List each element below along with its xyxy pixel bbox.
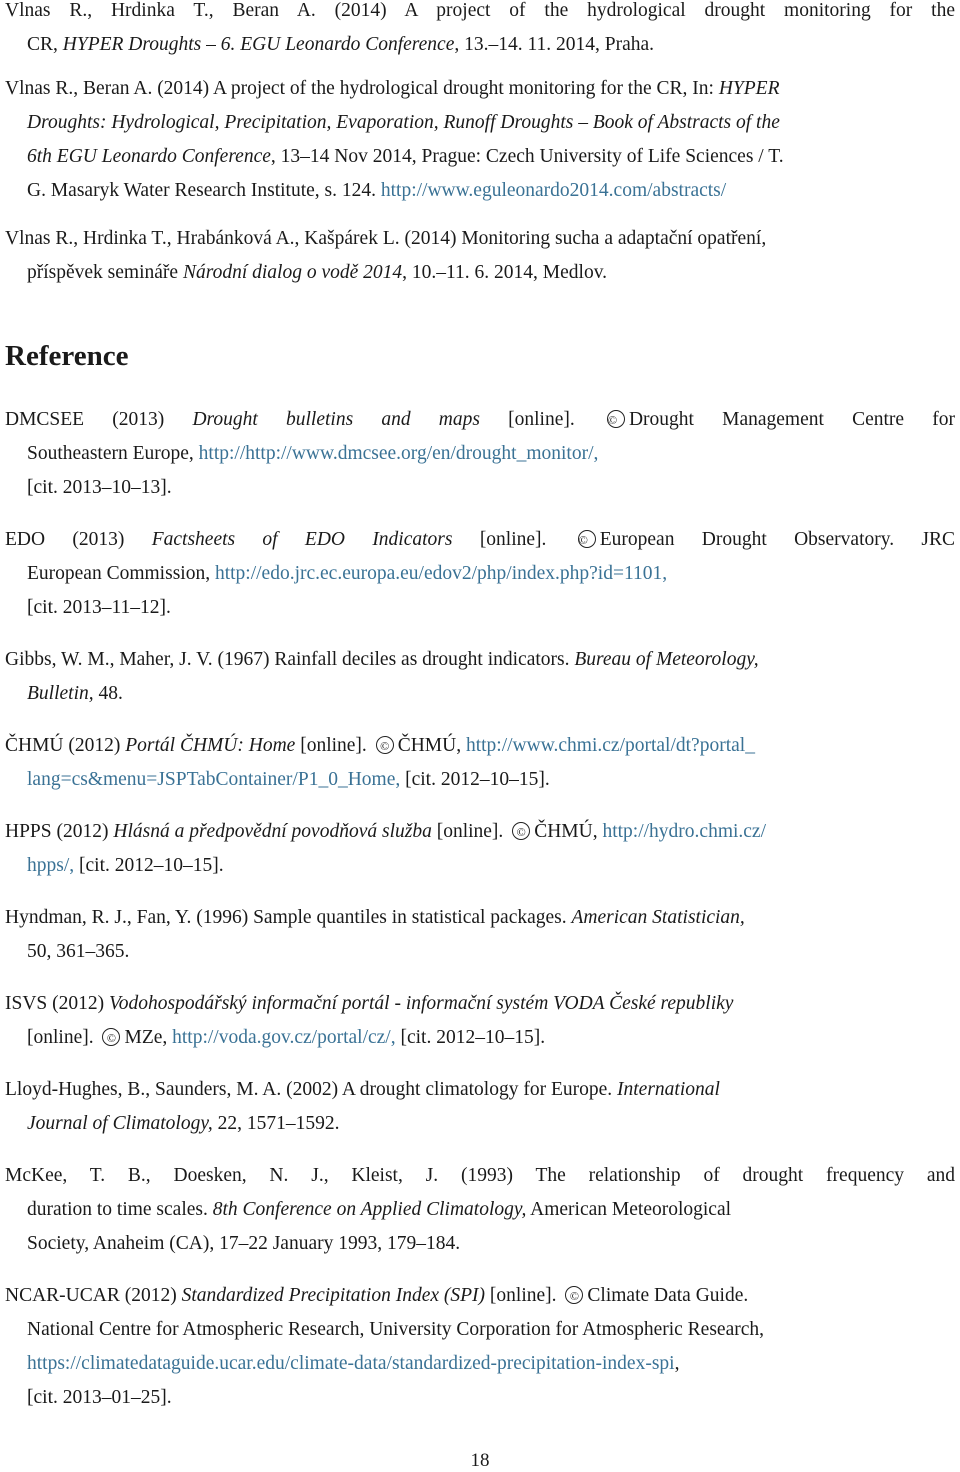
ref-line: ČHMÚ (2012) Portál ČHMÚ: Home [online]. © ČHMÚ, http://www.chmi.cz/portal/dt?portal_: [5, 735, 755, 756]
ref-line: Vlnas R., Hrdinka T., Hrabánková A., Kašpárek L. (2014) Monitoring sucha a adaptační opatření,: [5, 228, 767, 249]
ref-line: https://climatedataguide.ucar.edu/climate-data/standardized-precipitation-index-spi,: [27, 1353, 680, 1374]
ref-line: Bulletin, 48.: [27, 683, 123, 704]
ref-line: CR, HYPER Droughts – 6. EGU Leonardo Conference, 13.–14. 11. 2014, Praha.: [27, 34, 655, 55]
ref-line: Lloyd-Hughes, B., Saunders, M. A. (2002) A drought climatology for Europe. International: [5, 1079, 720, 1100]
copyright-icon: ©: [512, 822, 530, 840]
ref-entry-hpps: [5, 815, 955, 883]
ref-entry-lloyd-hughes: [5, 1073, 955, 1141]
ref-line: HPPS (2012) Hlásná a předpovědní povodňová služba [online]. © ČHMÚ, http://hydro.chmi.cz/: [5, 821, 767, 842]
ref-line: G. Masaryk Water Research Institute, s. 124. http://www.eguleonardo2014.com/abstracts/: [27, 180, 727, 201]
ref-entry-dmcsee: [5, 403, 955, 505]
ref-entry-isvs: [5, 987, 955, 1055]
ref-entry-chmu: [5, 729, 955, 797]
ref-line: Gibbs, W. M., Maher, J. V. (1967) Rainfall deciles as drought indicators. Bureau of Meteorology,: [5, 649, 759, 670]
ref-line: Southeastern Europe, http://http://www.dmcsee.org/en/drought_monitor/,: [27, 443, 599, 464]
ref-line: EDO (2013) Factsheets of EDO Indicators [online]. © European Drought Observatory. JRC: [5, 529, 956, 550]
ref-line: [cit. 2013–10–13].: [27, 477, 172, 498]
ref-entry-edo: [5, 523, 955, 625]
ref-link[interactable]: http://hydro.chmi.cz/: [602, 821, 767, 842]
ref-line: [cit. 2013–01–25].: [27, 1387, 172, 1408]
ref-link[interactable]: http://www.eguleonardo2014.com/abstracts/: [380, 180, 727, 201]
ref-entry-vlnas-1: [5, 0, 955, 62]
ref-line: Vlnas R., Beran A. (2014) A project of the hydrological drought monitoring for the CR, In: HYPER: [5, 78, 780, 99]
ref-line: NCAR-UCAR (2012) Standardized Precipitation Index (SPI) [online]. © Climate Data Guide.: [5, 1285, 749, 1306]
ref-line: [cit. 2013–11–12].: [27, 597, 171, 618]
ref-line: European Commission, http://edo.jrc.ec.europa.eu/edov2/php/index.php?id=1101,: [27, 563, 668, 584]
ref-entry-gibbs: [5, 643, 955, 711]
ref-link[interactable]: hpps/,: [27, 855, 75, 876]
ref-line: lang=cs&menu=JSPTabContainer/P1_0_Home, [cit. 2012–10–15].: [27, 769, 550, 790]
ref-line: příspěvek semináře Národní dialog o vodě 2014, 10.–11. 6. 2014, Medlov.: [27, 262, 608, 283]
copyright-icon: ©: [376, 736, 394, 754]
ref-line: DMCSEE (2013) Drought bulletins and maps [online]. © Drought Management Centre for: [5, 409, 955, 430]
ref-link[interactable]: http://http://www.dmcsee.org/en/drought_monitor/,: [198, 443, 599, 464]
ref-link[interactable]: lang=cs&menu=JSPTabContainer/P1_0_Home,: [27, 769, 401, 790]
ref-line: hpps/, [cit. 2012–10–15].: [27, 855, 224, 876]
copyright-icon: ©: [578, 530, 596, 548]
ref-entry-ncar: [5, 1279, 955, 1415]
section-heading: Reference: [5, 340, 129, 372]
ref-line: Hyndman, R. J., Fan, Y. (1996) Sample quantiles in statistical packages. American Statistician,: [5, 907, 745, 928]
copyright-icon: ©: [102, 1028, 120, 1046]
ref-line: Society, Anaheim (CA), 17–22 January 1993, 179–184.: [27, 1233, 461, 1254]
ref-entry-mckee: [5, 1159, 955, 1261]
ref-line: Journal of Climatology, 22, 1571–1592.: [27, 1113, 340, 1134]
page-number: 18: [470, 1450, 490, 1471]
ref-line: National Centre for Atmospheric Research, University Corporation for Atmospheric Research,: [27, 1319, 765, 1340]
copyright-icon: ©: [565, 1286, 583, 1304]
ref-entry-hyndman: [5, 901, 955, 969]
ref-line: McKee, T. B., Doesken, N. J., Kleist, J. (1993) The relationship of drought frequency and: [5, 1165, 955, 1186]
ref-line: Vlnas R., Hrdinka T., Beran A. (2014) A project of the hydrological drought monitoring for the: [5, 0, 955, 21]
ref-line: ISVS (2012) Vodohospodářský informační portál - informační systém VODA České republiky: [5, 993, 734, 1014]
ref-link[interactable]: http://edo.jrc.ec.europa.eu/edov2/php/index.php?id=1101,: [214, 563, 668, 584]
ref-line: 6th EGU Leonardo Conference, 13–14 Nov 2014, Prague: Czech University of Life Sciences / T.: [27, 146, 784, 167]
ref-line: duration to time scales. 8th Conference on Applied Climatology, American Meteorological: [27, 1199, 732, 1220]
copyright-icon: ©: [607, 410, 625, 428]
ref-line: Droughts: Hydrological, Precipitation, Evaporation, Runoff Droughts – Book of Abstracts of the: [27, 112, 780, 133]
ref-entry-vlnas-3: [5, 222, 955, 290]
ref-link[interactable]: https://climatedataguide.ucar.edu/climate-data/standardized-precipitation-index-spi: [27, 1353, 675, 1374]
ref-entry-vlnas-2: [5, 72, 955, 208]
ref-line: 50, 361–365.: [27, 941, 130, 962]
ref-link[interactable]: http://voda.gov.cz/portal/cz/,: [172, 1027, 396, 1048]
ref-line: [online]. © MZe, http://voda.gov.cz/portal/cz/, [cit. 2012–10–15].: [27, 1027, 546, 1048]
ref-link[interactable]: http://www.chmi.cz/portal/dt?portal_: [465, 735, 755, 756]
